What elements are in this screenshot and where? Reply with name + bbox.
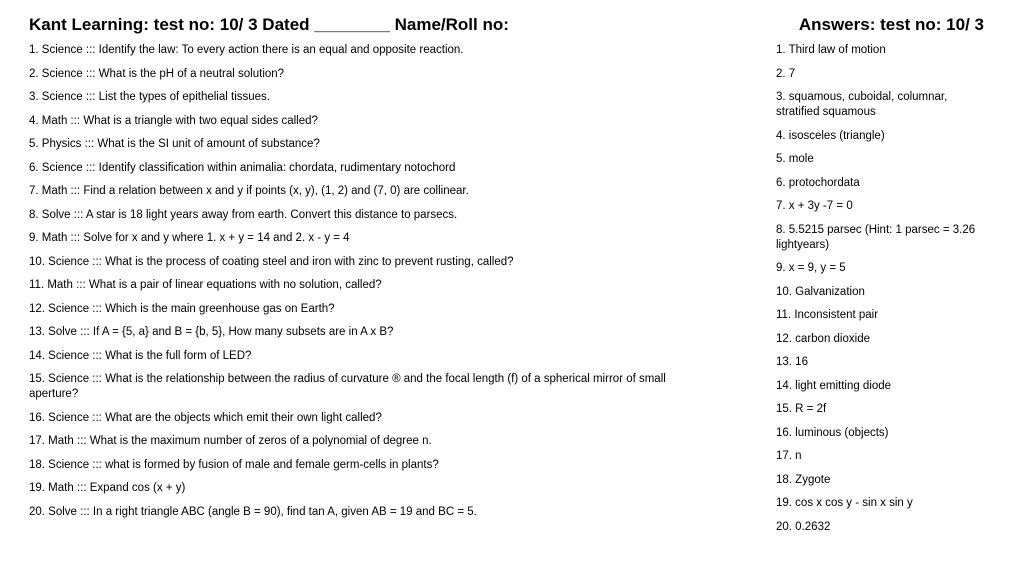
question-item: 12. Science ::: Which is the main greenhouse gas on Earth? [29, 302, 335, 315]
answer-item: 8. 5.5215 parsec (Hint: 1 parsec = 3.26 lightyears) [776, 223, 976, 251]
question-item: 11. Math ::: What is a pair of linear equations with no solution, called? [29, 279, 382, 291]
answer-item: 4. isosceles (triangle) [776, 129, 885, 142]
question-item: 8. Solve ::: A star is 18 light years away from earth. Convert this distance to parsecs. [29, 208, 458, 221]
answer-item: 9. x = 9, y = 5 [776, 262, 846, 274]
answer-item: 19. cos x cos y - sin x sin y [776, 497, 913, 509]
answer-item: 13. 16 [776, 356, 808, 368]
answer-item: 7. x + 3y -7 = 0 [776, 200, 853, 212]
question-item: 3. Science ::: List the types of epithelial tissues. [29, 91, 270, 103]
question-item: 9. Math ::: Solve for x and y where 1. x + y = 14 and 2. x - y = 4 [29, 232, 350, 244]
question-item: 16. Science ::: What are the objects which emit their own light called? [29, 411, 382, 424]
question-item: 10. Science ::: What is the process of coating steel and iron with zinc to prevent rusting, called? [29, 255, 514, 268]
answer-item: 1. Third law of motion [776, 44, 886, 56]
answer-item: 11. Inconsistent pair [776, 309, 879, 321]
answer-item: 2. 7 [776, 67, 796, 80]
question-item: 13. Solve ::: If A = {5, a} and B = {b, 5}, How many subsets are in A x B? [29, 326, 394, 338]
answer-item: 5. mole [776, 153, 814, 165]
answer-item: 12. carbon dioxide [776, 332, 870, 345]
answer-item: 10. Galvanization [776, 285, 865, 298]
test-title: Kant Learning: test no: 10/ 3 Dated ________ Name/Roll no: [29, 15, 509, 34]
answer-item: 3. squamous, cuboidal, columnar, stratified squamous [776, 91, 948, 118]
answer-item: 18. Zygote [776, 473, 831, 486]
answer-item: 20. 0.2632 [776, 520, 831, 533]
question-item: 2. Science ::: What is the pH of a neutral solution? [29, 67, 285, 80]
question-item: 18. Science ::: what is formed by fusion of male and female germ-cells in plants? [29, 458, 439, 471]
question-item: 5. Physics ::: What is the SI unit of amount of substance? [29, 138, 320, 150]
answer-item: 17. n [776, 450, 802, 462]
question-item: 20. Solve ::: In a right triangle ABC (angle B = 90), find tan A, given AB = 19 and BC = 5. [29, 505, 477, 518]
question-item: 1. Science ::: Identify the law: To every action there is an equal and opposite reaction. [29, 44, 464, 56]
answers-title: Answers: test no: 10/ 3 [798, 15, 984, 34]
question-item: 19. Math ::: Expand cos (x + y) [29, 482, 186, 494]
question-item: 4. Math ::: What is a triangle with two equal sides called? [29, 114, 318, 127]
question-item: 17. Math ::: What is the maximum number of zeros of a polynomial of degree n. [29, 435, 432, 447]
question-item: 15. Science ::: What is the relationship between the radius of curvature ® and the focal length (f) of a spherical mirror of small aperture? [29, 373, 666, 400]
answer-item: 15. R = 2f [776, 403, 827, 415]
answer-list [776, 43, 986, 543]
question-item: 7. Math ::: Find a relation between x and y if points (x, y), (1, 2) and (7, 0) are collinear. [29, 185, 469, 197]
question-item: 6. Science ::: Identify classification within animalia: chordata, rudimentary notochord [29, 161, 456, 174]
answer-item: 6. protochordata [776, 176, 860, 189]
question-item: 14. Science ::: What is the full form of LED? [29, 349, 252, 362]
question-list [29, 43, 699, 528]
answer-item: 16. luminous (objects) [776, 426, 889, 439]
answer-item: 14. light emitting diode [776, 379, 892, 392]
